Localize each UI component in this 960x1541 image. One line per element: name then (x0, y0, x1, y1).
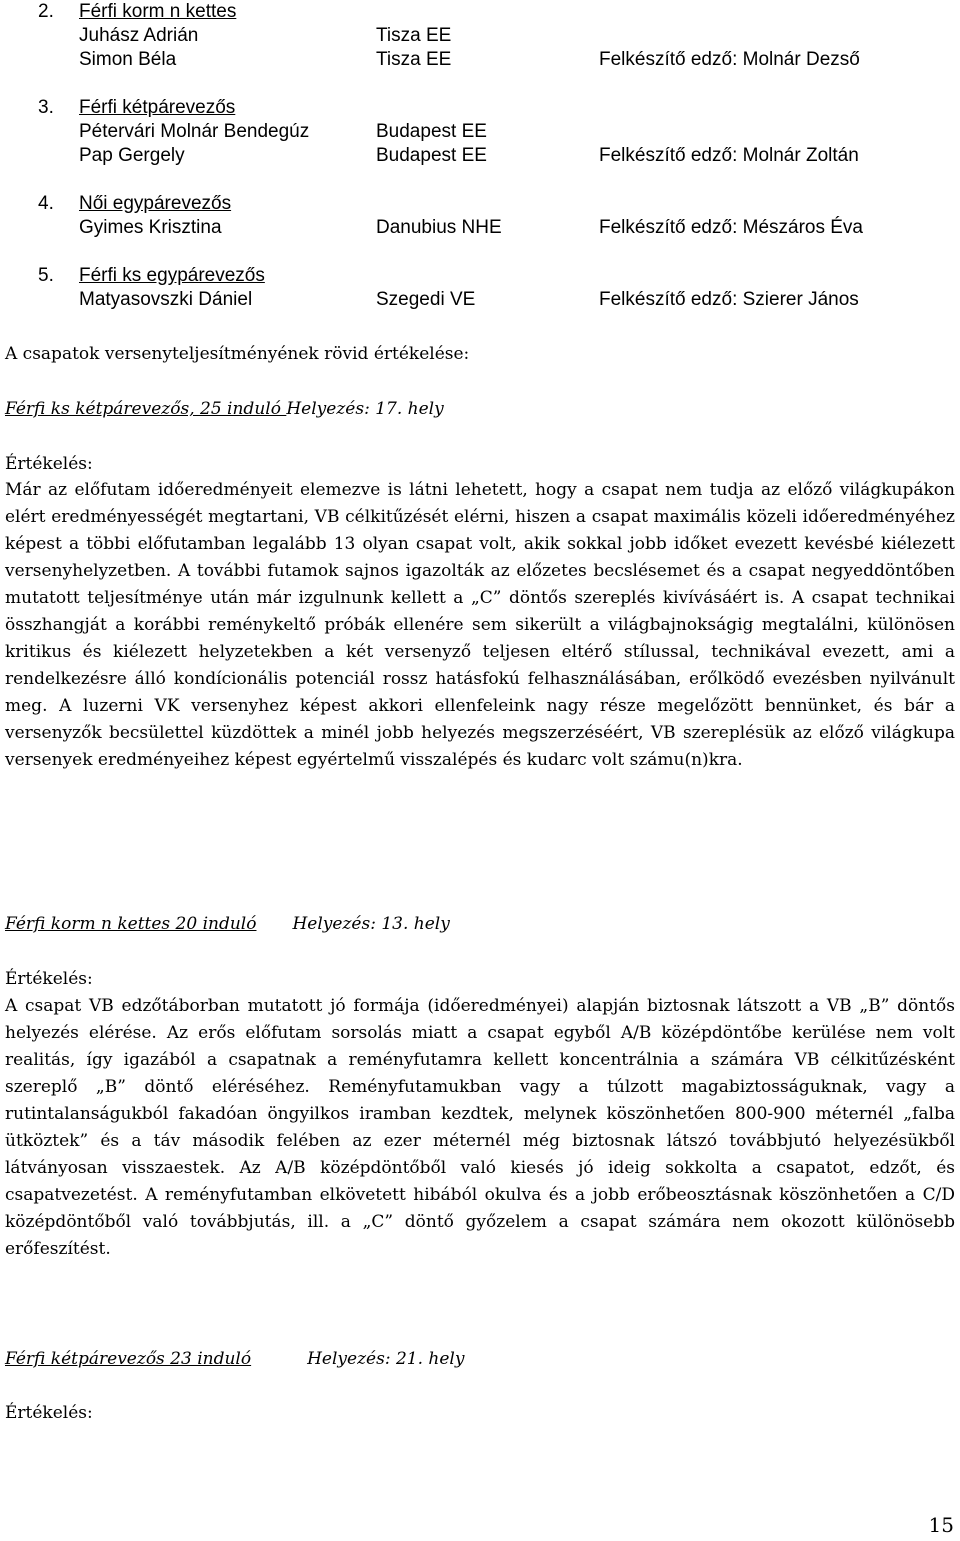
athlete-club: Tisza EE (376, 49, 452, 70)
coach: Felkészítő edző: Mészáros Éva (599, 217, 863, 238)
entry-row (0, 48, 960, 72)
entry-row (0, 216, 960, 240)
section-placing: Helyezés: 17. hely (286, 399, 444, 419)
section-title: Férfi korm n kettes 20 induló (5, 914, 257, 934)
section-title: Férfi kétpárevezős 23 induló (5, 1349, 252, 1369)
section-label: Értékelés: (5, 969, 93, 989)
athlete-name: Gyimes Krisztina (79, 217, 222, 238)
entry-number-row (0, 96, 960, 120)
entry-number-row (0, 0, 960, 24)
section-label: Értékelés: (5, 1403, 93, 1423)
entry-number: 5. (38, 265, 54, 286)
athlete-name: Juhász Adrián (79, 25, 199, 46)
section-placing: Helyezés: 13. hely (292, 914, 450, 934)
athlete-club: Budapest EE (376, 121, 487, 142)
coach: Felkészítő edző: Molnár Zoltán (599, 145, 859, 166)
section-title: Férfi ks kétpárevezős, 25 induló (5, 399, 287, 419)
coach: Felkészítő edző: Molnár Dezső (599, 49, 860, 70)
athlete-name: Pétervári Molnár Bendegúz (79, 121, 310, 142)
athlete-name: Matyasovszki Dániel (79, 289, 253, 310)
section-heading (5, 1346, 464, 1373)
section-heading (5, 396, 444, 423)
entry-event: Férfi kétpárevezős (79, 97, 236, 118)
athlete-club: Tisza EE (376, 25, 452, 46)
entry-number-row (0, 192, 960, 216)
athlete-club: Szegedi VE (376, 289, 476, 310)
entry-event: Női egypárevezős (79, 193, 232, 214)
entry-row (0, 24, 960, 48)
athlete-club: Danubius NHE (376, 217, 502, 238)
coach: Felkészítő edző: Szierer János (599, 289, 859, 310)
athlete-name: Pap Gergely (79, 145, 185, 166)
section-heading (5, 911, 450, 938)
athlete-club: Budapest EE (376, 145, 487, 166)
page-number: 15 (928, 1513, 954, 1537)
entry-row (0, 288, 960, 312)
entry-number: 2. (38, 1, 54, 22)
entry-event: Férfi ks egypárevezős (79, 265, 265, 286)
entry-row (0, 120, 960, 144)
section-label: Értékelés: (5, 454, 93, 474)
entry-number: 3. (38, 97, 54, 118)
entry-number: 4. (38, 193, 54, 214)
athlete-name: Simon Béla (79, 49, 177, 70)
entry-row (0, 144, 960, 168)
evaluation-heading: A csapatok versenyteljesítményének rövid értékelése: (5, 344, 470, 364)
section-text: Már az előfutam időeredményeit elemezve is látni lehetett, hogy a csapat nem tudja az előző világkupákon elért eredményességét megtartani, VB célkitűzését elérni, hiszen a csapat maximális közeli időeredményéhez képest a többi előfutamban legalább 13 olyan csapat volt, akik sokkal jobb időket evezett kevésbé kiélezett versenyhelyzetben. A további futamok sajnos igazolták az előzetes becslésemet és a csapat negyeddöntőben mutatott teljesítménye után már izgulnunk kellett a „C” döntős szereplés kivívásáért is. A csapat technikai összhangját a korábbi reménykeltő próbák ellenére sem sikerült a világbajnokságig megtalálni, különösen kritikus és kiélezett helyzetekben a két versenyző teljesen eltérő stílussal, technikával evezett, ami a rendelkezésre álló kondícionális potenciál rossz hatásfokú felhasználásában, erőlködő evezésben nyilvánult meg. A luzerni VK versenyhez képest akkori ellenfeleink nagy része megelőzött bennünket, és bár a versenyzők becsülettel küzdöttek a minél jobb helyezés megszerzéséért, VB szereplésük az előző világkupa versenyek eredményeihez képest egyértelmű visszalépés és kudarc volt számu(n)kra. (5, 480, 955, 770)
entry-number-row (0, 264, 960, 288)
entry-event: Férfi korm n kettes (79, 1, 237, 22)
section-text: A csapat VB edzőtáborban mutatott jó formája (időeredményei) alapján biztosnak látszott a VB „B” döntős helyezés elérése. Az erős előfutam sorsolás miatt a csapat egyből A/B középdöntőbe kerülése nem volt realitás, így igazából a csapatnak a reményfutamra kellett koncentrálnia a számára VB célkitűzésként szereplő „B” döntő eléréséhez. Reményfutamukban vagy a túlzott magabiztosságuknak, vagy a rutintalanságukból fakadóan öngyilkos iramban kezdtek, melynek köszönhetően 800-900 méternél „falba ütköztek” és a táv második felében az ezer méternél még biztosnak látszó továbbjutó helyezésükből látványosan visszaestek. Az A/B középdöntőből való kiesés jó ideig sokkolta a csapatot, edzőt, és csapatvezetést. A reményfutamban elkövetett hibából okulva és a jobb erőbeosztásnak köszönhetően a C/D középdöntőből való továbbjutás, ill. a „C” döntő győzelem a csapat számára nem okozott különösebb erőfeszítést. (5, 996, 955, 1259)
section-placing: Helyezés: 21. hely (307, 1349, 465, 1369)
